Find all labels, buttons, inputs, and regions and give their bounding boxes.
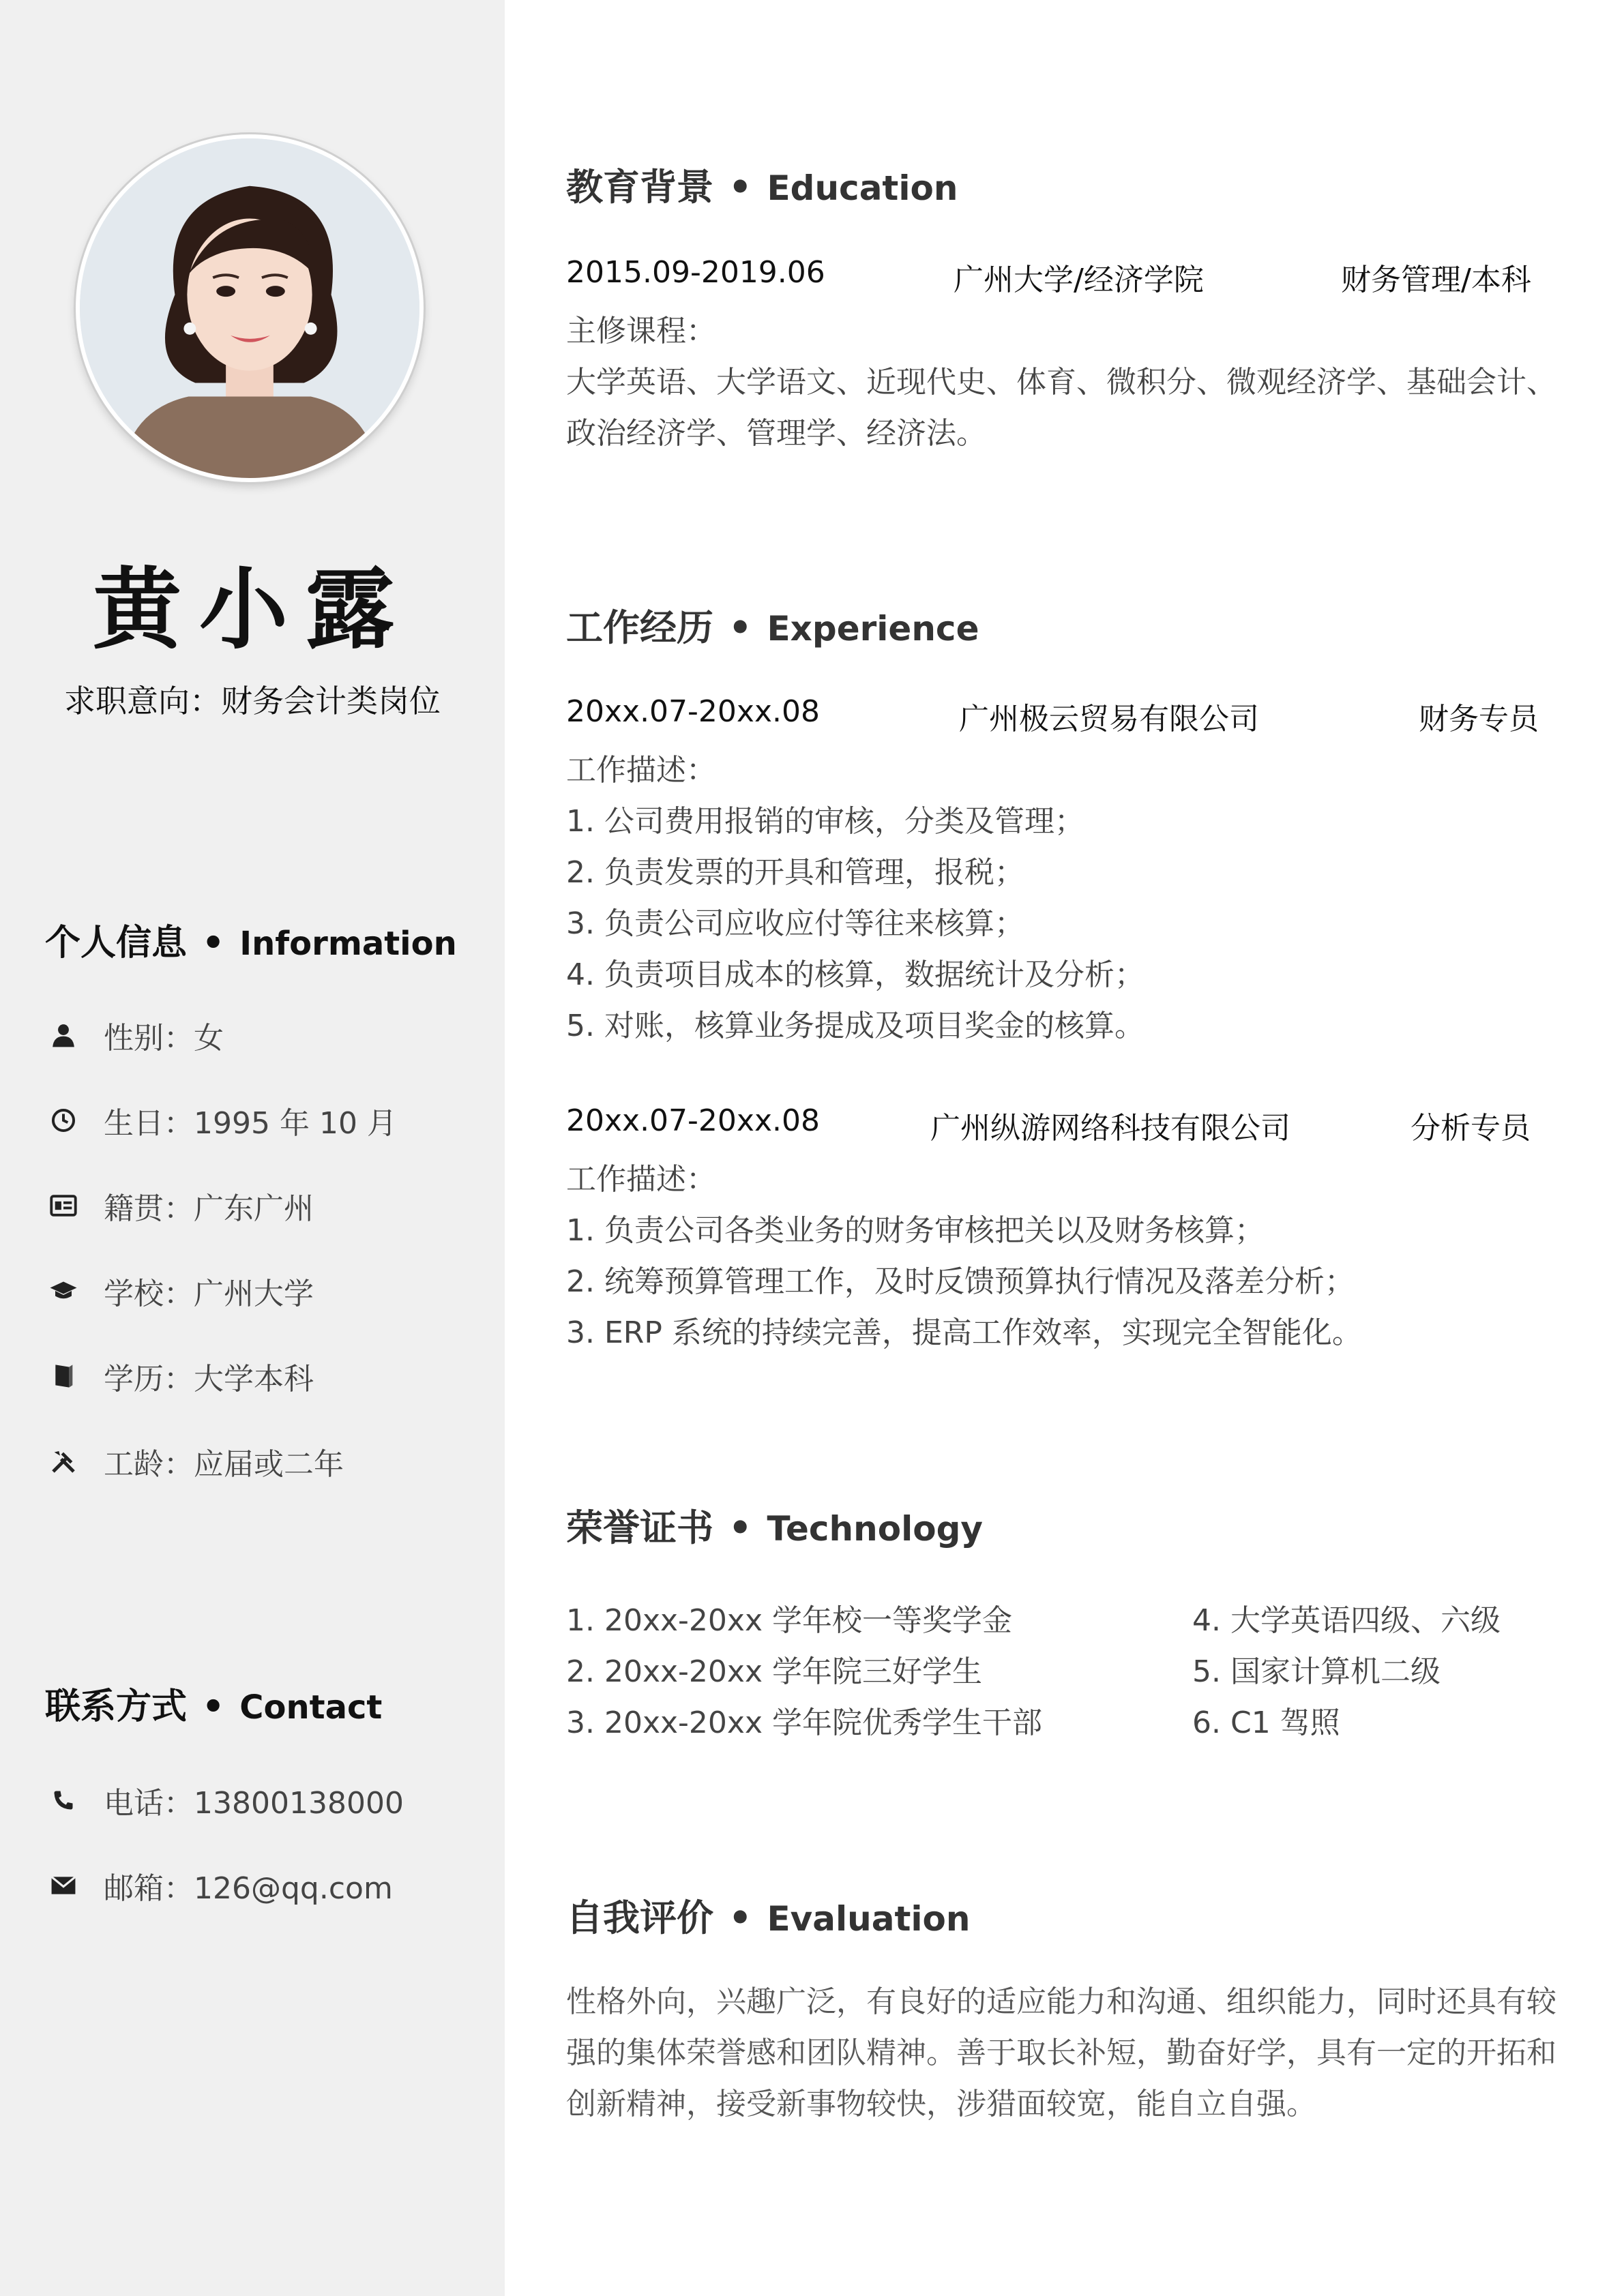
job-2-desc-label: 工作描述： — [566, 1162, 716, 1197]
candidate-name: 黄小露 — [92, 557, 412, 661]
clock-icon — [49, 1106, 78, 1135]
evaluation-title-cn: 自我评价 — [566, 1896, 713, 1939]
education-major: 财务管理/本科 — [1341, 263, 1531, 297]
info-gender-text: 性别：女 — [104, 1021, 224, 1056]
job-1-date: 20xx.07-20xx.08 — [566, 694, 820, 729]
title-dot: • — [728, 1506, 752, 1549]
info-birthday-text: 生日：1995 年 10 月 — [104, 1106, 397, 1141]
mail-icon — [49, 1871, 78, 1900]
courses-label: 主修课程： — [566, 314, 716, 348]
honor-item: 3. 20xx-20xx 学年院优秀学生干部 — [566, 1705, 1042, 1740]
title-dot: • — [202, 923, 225, 964]
education-title-en: Education — [767, 168, 958, 208]
book-icon — [49, 1362, 78, 1390]
honor-item: 2. 20xx-20xx 学年院三好学生 — [566, 1654, 982, 1689]
job-1-role: 财务专员 — [1419, 702, 1539, 736]
courses-line-2: 政治经济学、管理学、经济法。 — [566, 416, 986, 451]
education-date: 2015.09-2019.06 — [566, 255, 825, 290]
job-2-duty: 1. 负责公司各类业务的财务审核把关以及财务核算； — [566, 1213, 1265, 1248]
honor-item: 1. 20xx-20xx 学年校一等奖学金 — [566, 1603, 1012, 1638]
job-2-company: 广州纵游网络科技有限公司 — [930, 1111, 1290, 1146]
info-hometown-text: 籍贯：广东广州 — [104, 1191, 314, 1226]
portrait-illustration — [80, 138, 419, 478]
job-1-duty: 4. 负责项目成本的核算，数据统计及分析； — [566, 957, 1145, 992]
contact-email — [49, 1865, 393, 1906]
education-section-title — [566, 158, 958, 211]
title-dot: • — [728, 606, 752, 649]
info-title-en: Information — [239, 925, 457, 963]
title-dot: • — [202, 1686, 225, 1727]
education-title-cn: 教育背景 — [566, 166, 713, 209]
job-intent: 求职意向：财务会计类岗位 — [64, 683, 441, 719]
info-hometown — [49, 1185, 314, 1226]
honor-item: 6. C1 驾照 — [1192, 1705, 1340, 1740]
info-school — [49, 1270, 314, 1311]
experience-title-cn: 工作经历 — [566, 606, 713, 649]
job-2-duty: 2. 统筹预算管理工作，及时反馈预算执行情况及落差分析； — [566, 1264, 1355, 1299]
job-1-company: 广州极云贸易有限公司 — [959, 702, 1259, 736]
honor-item: 5. 国家计算机二级 — [1192, 1654, 1441, 1689]
job-2-role: 分析专员 — [1411, 1111, 1531, 1146]
experience-title-en: Experience — [767, 609, 979, 648]
id-card-icon — [49, 1191, 78, 1220]
courses-line-1: 大学英语、大学语文、近现代史、体育、微积分、微观经济学、基础会计、 — [566, 365, 1556, 400]
info-gender — [49, 1015, 224, 1056]
tools-icon — [49, 1447, 78, 1476]
job-2-duty: 3. ERP 系统的持续完善，提高工作效率，实现完全智能化。 — [566, 1315, 1362, 1350]
job-1-duty: 3. 负责公司应收应付等往来核算； — [566, 906, 1024, 941]
contact-phone-text: 电话：13800138000 — [104, 1786, 404, 1821]
graduation-cap-icon — [49, 1277, 78, 1305]
info-section-title — [45, 914, 457, 965]
honors-title-en: Technology — [767, 1509, 983, 1549]
title-dot: • — [728, 166, 752, 209]
info-degree — [49, 1356, 314, 1397]
user-icon — [49, 1021, 78, 1049]
honors-title-cn: 荣誉证书 — [566, 1506, 713, 1549]
info-birthday — [49, 1100, 397, 1141]
info-degree-text: 学历：大学本科 — [104, 1362, 314, 1397]
evaluation-title-en: Evaluation — [767, 1899, 971, 1939]
evaluation-text: 性格外向，兴趣广泛，有良好的适应能力和沟通、组织能力，同时还具有较强的集体荣誉感和团队精神。善于取长补短，勤奋好学，具有一定的开拓和创新精神，接受新事物较快，涉猎面较宽，能自立自强。 — [566, 1984, 1556, 2121]
contact-title-en: Contact — [239, 1688, 383, 1727]
job-1-desc-label: 工作描述： — [566, 753, 716, 788]
job-1-duty: 5. 对账，核算业务提成及项目奖金的核算。 — [566, 1009, 1145, 1043]
job-1-duty: 1. 公司费用报销的审核，分类及管理； — [566, 804, 1084, 839]
honor-item: 4. 大学英语四级、六级 — [1192, 1603, 1501, 1638]
info-experience-years — [49, 1441, 344, 1482]
title-dot: • — [728, 1896, 752, 1939]
contact-section-title — [45, 1678, 382, 1729]
sidebar — [0, 0, 505, 2296]
info-title-cn: 个人信息 — [45, 923, 188, 964]
avatar — [76, 134, 424, 482]
contact-title-cn: 联系方式 — [45, 1686, 188, 1727]
job-1-duty: 2. 负责发票的开具和管理，报税； — [566, 855, 1024, 890]
job-2-date: 20xx.07-20xx.08 — [566, 1103, 820, 1138]
evaluation-section-title — [566, 1889, 970, 1941]
info-school-text: 学校：广州大学 — [104, 1277, 314, 1311]
experience-section-title — [566, 599, 979, 651]
phone-icon — [49, 1786, 78, 1815]
contact-phone — [49, 1780, 404, 1821]
contact-email-text: 邮箱：126@qq.com — [104, 1871, 393, 1906]
education-school: 广州大学/经济学院 — [954, 263, 1204, 297]
honors-section-title — [566, 1499, 983, 1551]
info-experience-years-text: 工龄：应届或二年 — [104, 1447, 344, 1482]
